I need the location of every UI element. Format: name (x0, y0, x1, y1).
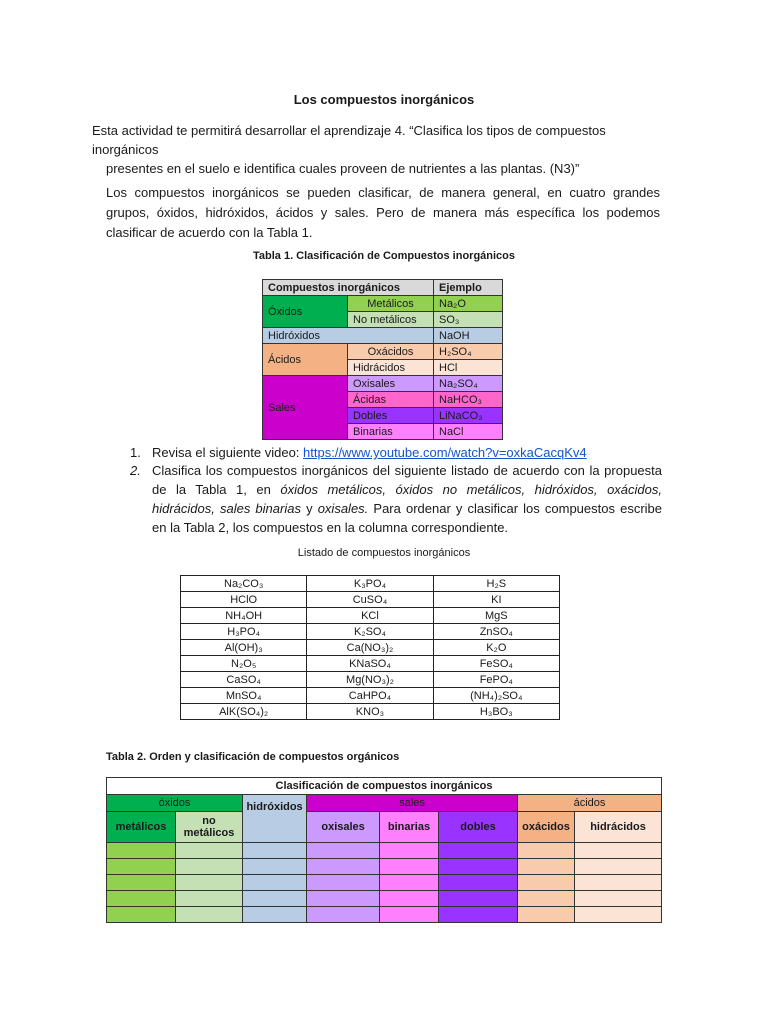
answer-cell[interactable] (176, 859, 243, 875)
t1-ex-dobles: LiNaCO₃ (434, 408, 503, 424)
list-row (181, 672, 560, 688)
t2-header: Clasificación de compuestos inorgánicos (107, 778, 662, 795)
answer-cell[interactable] (243, 891, 307, 907)
t1-oxisales: Oxisales (348, 376, 434, 392)
answer-cell[interactable] (243, 907, 307, 923)
intro-paragraph: Los compuestos inorgánicos se pueden clasificar, de manera general, en cuatro grandes grupos, óxidos, hidróxidos, ácidos y sales. Pero de manera más específica los podemos clasificar de acuerdo con la Tabla 1. (106, 185, 660, 240)
compound-cell: H₃PO₄ (181, 624, 307, 640)
t2-hidracidos: hidrácidos (575, 812, 662, 843)
answer-cell[interactable] (439, 843, 518, 859)
answer-table (106, 777, 662, 923)
list-row (181, 624, 560, 640)
instruction-1-number: 1. (130, 445, 141, 460)
compound-cell: (NH₄)₂SO₄ (433, 688, 559, 704)
list-row (181, 688, 560, 704)
intro-text (92, 121, 672, 178)
list-row (181, 592, 560, 608)
t1-oxacidos: Oxácidos (348, 344, 434, 360)
t1-ex-metalicos: Na₂O (434, 296, 503, 312)
t2-acidos: ácidos (518, 795, 662, 812)
answer-cell[interactable] (176, 907, 243, 923)
t1-ex-binarias: NaCl (434, 424, 503, 440)
t1-ex-no-metalicos: SO₃ (434, 312, 503, 328)
list-caption: Listado de compuestos inorgánicos (297, 547, 471, 559)
list-row (181, 640, 560, 656)
t1-ex-hidracidos: HCl (434, 360, 503, 376)
answer-cell[interactable] (575, 875, 662, 891)
instruction-2-text-e: Para ordenar y clasificar los compuestos escribe en la Tabla 2, los compuestos en la columna correspondiente. (152, 501, 663, 535)
t1-metalicos: Metálicos (348, 296, 434, 312)
answer-cell[interactable] (107, 891, 176, 907)
answer-cell[interactable] (575, 907, 662, 923)
answer-row (107, 843, 662, 859)
compound-cell: Ca(NO₃)₂ (307, 640, 433, 656)
compound-cell: KNaSO₄ (307, 656, 433, 672)
video-link[interactable]: https://www.youtube.com/watch?v=oxkaCacqKv4 (303, 445, 587, 460)
instruction-2 (130, 461, 662, 537)
answer-cell[interactable] (439, 859, 518, 875)
answer-cell[interactable] (380, 859, 439, 875)
t1-oxidos: Óxidos (263, 296, 348, 328)
compound-cell: K₂O (433, 640, 559, 656)
list-row (181, 608, 560, 624)
compound-cell: Na₂CO₃ (181, 576, 307, 592)
compound-cell: KNO₃ (307, 704, 433, 720)
answer-cell[interactable] (107, 875, 176, 891)
answer-row (107, 907, 662, 923)
answer-cell[interactable] (518, 859, 575, 875)
answer-cell[interactable] (518, 875, 575, 891)
compound-cell: H₂S (433, 576, 559, 592)
t1-hidroxidos: Hidróxidos (263, 328, 434, 344)
instruction-2-text-c: y (300, 501, 318, 516)
answer-cell[interactable] (380, 843, 439, 859)
compound-cell: N₂O₅ (181, 656, 307, 672)
t1-ex-hidroxidos: NaOH (434, 328, 503, 344)
compound-cell: CuSO₄ (307, 592, 433, 608)
compound-cell: CaHPO₄ (307, 688, 433, 704)
t1-ex-oxacidos: H₂SO₄ (434, 344, 503, 360)
t2-metalicos: metálicos (107, 812, 176, 843)
answer-cell[interactable] (307, 843, 380, 859)
answer-cell[interactable] (518, 891, 575, 907)
compound-cell: K₃PO₄ (307, 576, 433, 592)
answer-cell[interactable] (575, 891, 662, 907)
compound-cell: FeSO₄ (433, 656, 559, 672)
answer-cell[interactable] (307, 907, 380, 923)
answer-cell[interactable] (107, 859, 176, 875)
table1-caption: Tabla 1. Clasificación de Compuestos inorgánicos (252, 250, 516, 262)
answer-cell[interactable] (575, 859, 662, 875)
answer-cell[interactable] (439, 907, 518, 923)
instruction-2-categories: óxidos metálicos, óxidos no metálicos, hidróxidos, oxácidos, hidrácidos, sales binarias (152, 482, 662, 516)
t2-oxidos: óxidos (107, 795, 243, 812)
instruction-2-oxisales: oxisales. (317, 501, 369, 516)
answer-cell[interactable] (518, 843, 575, 859)
instruction-1-text: Revisa el siguiente video: (152, 445, 304, 460)
compound-cell: HClO (181, 592, 307, 608)
answer-cell[interactable] (107, 907, 176, 923)
compound-cell: KCl (307, 608, 433, 624)
compound-list-table (180, 575, 560, 720)
answer-cell[interactable] (518, 907, 575, 923)
compound-cell: Mg(NO₃)₂ (307, 672, 433, 688)
answer-row (107, 891, 662, 907)
answer-cell[interactable] (307, 875, 380, 891)
t1-binarias: Binarias (348, 424, 434, 440)
compound-cell: ZnSO₄ (433, 624, 559, 640)
classification-table (262, 279, 503, 440)
t1-ex-acidas: NaHCO₃ (434, 392, 503, 408)
answer-cell[interactable] (380, 891, 439, 907)
intro-line-1: Esta actividad te permitirá desarrollar el aprendizaje 4. “Clasifica los tipos de compuestos inorgánicos (92, 123, 606, 157)
t1-acidos: Ácidos (263, 344, 348, 376)
t1-sales: Sales (263, 376, 348, 440)
t1-ex-oxisales: Na₂SO₄ (434, 376, 503, 392)
answer-cell[interactable] (176, 843, 243, 859)
compound-cell: H₃BO₃ (433, 704, 559, 720)
answer-cell[interactable] (107, 843, 176, 859)
t1-header-compounds: Compuestos inorgánicos (263, 280, 434, 296)
t1-dobles: Dobles (348, 408, 434, 424)
list-row (181, 656, 560, 672)
answer-cell[interactable] (243, 875, 307, 891)
compound-cell: FePO₄ (433, 672, 559, 688)
answer-cell[interactable] (243, 843, 307, 859)
compound-cell: MnSO₄ (181, 688, 307, 704)
compound-cell: MgS (433, 608, 559, 624)
answer-cell[interactable] (176, 875, 243, 891)
list-row (181, 704, 560, 720)
t2-binarias: binarias (380, 812, 439, 843)
instruction-2-number: 2. (130, 463, 141, 478)
t2-oxisales: oxisales (307, 812, 380, 843)
compound-cell: KI (433, 592, 559, 608)
t2-oxacidos: oxácidos (518, 812, 575, 843)
t1-acidas: Ácidas (348, 392, 434, 408)
answer-cell[interactable] (307, 859, 380, 875)
answer-cell[interactable] (243, 859, 307, 875)
answer-cell[interactable] (575, 843, 662, 859)
answer-row (107, 875, 662, 891)
table2-caption: Tabla 2. Orden y clasificación de compuestos orgánicos (106, 751, 400, 763)
compound-cell: AlK(SO₄)₂ (181, 704, 307, 720)
t1-no-metalicos: No metálicos (348, 312, 434, 328)
page-title: Los compuestos inorgánicos (293, 92, 475, 107)
answer-cell[interactable] (439, 891, 518, 907)
answer-cell[interactable] (307, 891, 380, 907)
t1-hidracidos: Hidrácidos (348, 360, 434, 376)
instruction-1 (130, 443, 662, 462)
compound-cell: Al(OH)₃ (181, 640, 307, 656)
t1-header-example: Ejemplo (434, 280, 503, 296)
compound-cell: NH₄OH (181, 608, 307, 624)
answer-cell[interactable] (380, 875, 439, 891)
list-row (181, 576, 560, 592)
t2-no-metalicos: no metálicos (176, 812, 243, 843)
compound-cell: CaSO₄ (181, 672, 307, 688)
instruction-2-text-a: Clasifica los compuestos inorgánicos del siguiente listado de acuerdo con la propuesta de la Tabla 1, en (152, 463, 662, 497)
answer-cell[interactable] (176, 891, 243, 907)
t2-hidroxidos: hidróxidos (243, 795, 307, 843)
answer-cell[interactable] (380, 907, 439, 923)
answer-row (107, 859, 662, 875)
intro-line-2: presentes en el suelo e identifica cuales proveen de nutrientes a las plantas. (N3)” (106, 161, 580, 176)
t2-dobles: dobles (439, 812, 518, 843)
compound-cell: K₂SO₄ (307, 624, 433, 640)
t2-sales: sales (307, 795, 518, 812)
answer-cell[interactable] (439, 875, 518, 891)
